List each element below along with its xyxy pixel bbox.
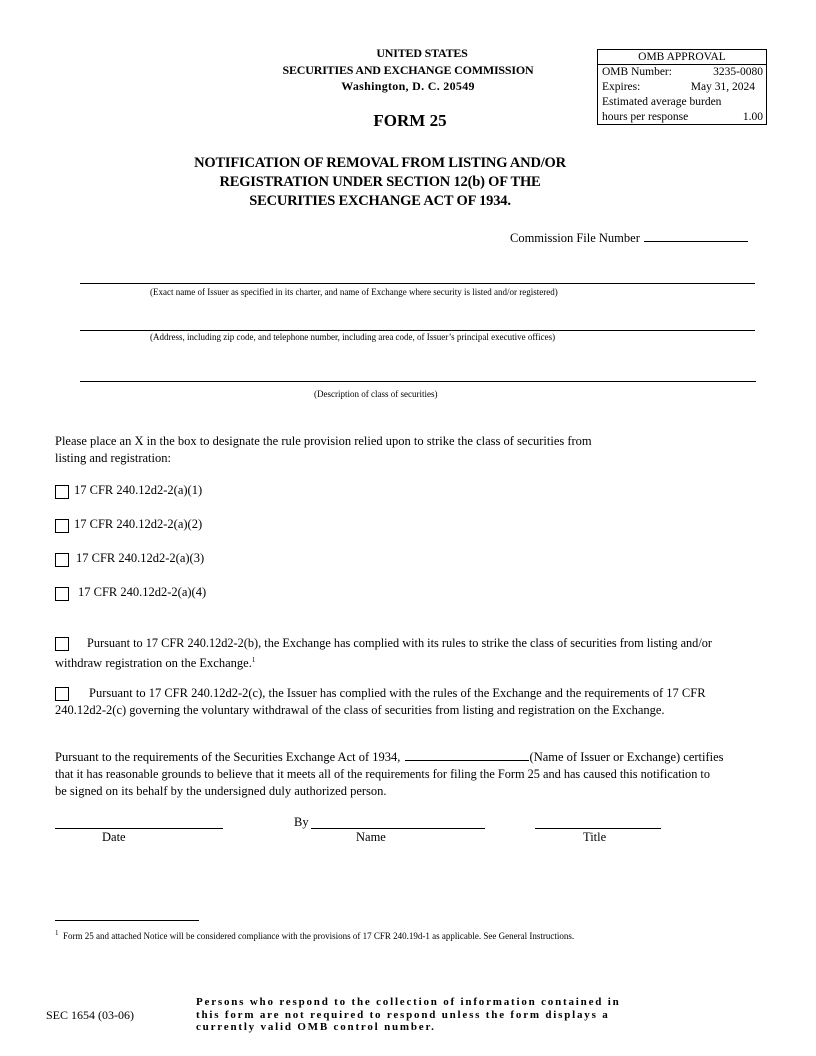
notification-line-3: SECURITIES EXCHANGE ACT OF 1934. <box>249 193 511 209</box>
pursuant-c-line-1: Pursuant to 17 CFR 240.12d2-2(c), the Issuer has complied with the rules of the Exchange and the requirements of 17 CFR <box>89 686 706 700</box>
rule-a2-checkbox[interactable] <box>55 519 69 533</box>
omb-number-value: 3235-0080 <box>713 66 763 78</box>
omb-number-row <box>598 65 766 80</box>
rule-a4-label: 17 CFR 240.12d2-2(a)(4) <box>78 585 207 599</box>
omb-burden-label: hours per response <box>602 111 689 123</box>
by-label: By <box>294 815 309 829</box>
omb-control-notice: Persons who respond to the collection of information contained in this form are not required to respond unless the form displays a currently valid OMB control number. <box>196 996 621 1033</box>
form-title: FORM 25 <box>373 111 447 130</box>
pursuant-b-line-1: Pursuant to 17 CFR 240.12d2-2(b), the Exchange has complied with its rules to strike the class of securities from listing and/or <box>87 636 712 650</box>
pursuant-b-line-2-text: withdraw registration on the Exchange. <box>55 656 252 671</box>
instructions-line-2: listing and registration: <box>55 451 171 465</box>
certification-line-3: be signed on its behalf by the undersigned duly authorized person. <box>55 784 387 798</box>
pursuant-c-line-2: 240.12d2-2(c) governing the voluntary withdrawal of the class of securities from listing and registration on the Exchange. <box>55 703 665 717</box>
commission-file-label: Commission File Number <box>510 231 640 245</box>
header-line-1: UNITED STATES <box>376 46 468 60</box>
footnote-separator <box>55 920 199 921</box>
omb-burden-line: Estimated average burden <box>602 96 722 108</box>
securities-field[interactable] <box>80 381 756 382</box>
name-label: Name <box>356 830 386 844</box>
rule-a4-checkbox[interactable] <box>55 587 69 601</box>
omb-title: OMB APPROVAL <box>598 50 766 65</box>
address-caption: (Address, including zip code, and telephone number, including area code, of Issuer’s principal executive offices) <box>150 332 556 342</box>
certification-line-1-end: (Name of Issuer or Exchange) certifies <box>529 750 724 764</box>
omb-burden-row <box>598 95 766 110</box>
notification-line-1: NOTIFICATION OF REMOVAL FROM LISTING AND/OR <box>194 155 566 171</box>
header-line-3: Washington, D. C. 20549 <box>341 79 475 93</box>
commission-file-number <box>510 229 748 246</box>
title-field[interactable] <box>535 828 661 829</box>
certification-line-1 <box>55 749 724 766</box>
pursuant-b-line-2 <box>55 652 255 672</box>
omb-expires-label: Expires: <box>602 81 641 93</box>
certification-line-2: that it has reasonable grounds to believe that it meets all of the requirements for filing the Form 25 and has caused this notification to <box>55 767 710 781</box>
rule-a1-checkbox[interactable] <box>55 485 69 499</box>
issuer-name-field[interactable] <box>80 283 755 284</box>
rule-c-checkbox[interactable] <box>55 687 69 701</box>
footnote-text: Form 25 and attached Notice will be considered compliance with the provisions of 17 CFR 240.19d-1 as applicable. See General Instructions. <box>63 931 575 941</box>
date-field[interactable] <box>55 828 223 829</box>
securities-caption: (Description of class of securities) <box>314 389 438 399</box>
commission-file-field[interactable] <box>644 229 748 242</box>
notification-line-2: REGISTRATION UNDER SECTION 12(b) OF THE <box>219 174 541 190</box>
instructions <box>55 433 755 467</box>
rule-b-checkbox[interactable] <box>55 637 69 651</box>
footnote-marker: 1 <box>55 929 59 937</box>
issuer-or-exchange-field[interactable] <box>405 749 529 761</box>
footnote <box>55 929 574 941</box>
omb-approval-box <box>597 49 767 125</box>
name-field[interactable] <box>311 828 485 829</box>
rule-a2-label: 17 CFR 240.12d2-2(a)(2) <box>74 517 203 531</box>
omb-expires-value: May 31, 2024 <box>690 81 755 93</box>
omb-burden-value: 1.00 <box>742 111 763 123</box>
footnote-ref: 1 <box>251 656 256 664</box>
rule-a1-label: 17 CFR 240.12d2-2(a)(1) <box>74 483 203 497</box>
issuer-name-caption: (Exact name of Issuer as specified in its charter, and name of Exchange where security is listed and/or registered) <box>150 287 558 297</box>
instructions-line-1: Please place an X in the box to designate the rule provision relied upon to strike the class of securities from <box>55 434 592 448</box>
header-line-2: SECURITIES AND EXCHANGE COMMISSION <box>282 63 534 77</box>
form-code: SEC 1654 (03-06) <box>46 1008 134 1022</box>
rule-a3-checkbox[interactable] <box>55 553 69 567</box>
notification-title <box>140 154 620 211</box>
omb-hours-row <box>598 110 766 125</box>
address-field[interactable] <box>80 330 755 331</box>
omb-expires-row <box>598 80 766 95</box>
title-label: Title <box>583 830 607 844</box>
certification-line-1-start: Pursuant to the requirements of the Securities Exchange Act of 1934, <box>55 750 401 764</box>
omb-number-label: OMB Number: <box>602 66 672 78</box>
date-label: Date <box>102 830 126 844</box>
rule-a3-label: 17 CFR 240.12d2-2(a)(3) <box>76 551 205 565</box>
